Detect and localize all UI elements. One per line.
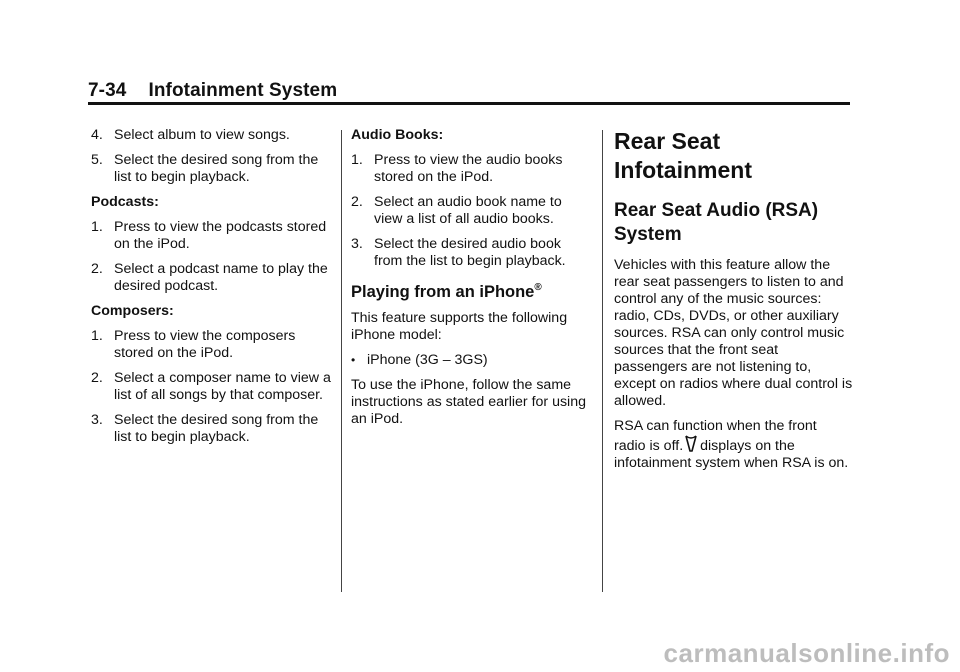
item-text: Select a composer name to view a list of all songs by that composer. xyxy=(114,370,331,403)
item-number: 2. xyxy=(351,194,363,210)
iphone-heading xyxy=(351,278,591,302)
list-item xyxy=(351,194,591,228)
item-number: 1. xyxy=(91,219,103,235)
list-item xyxy=(91,127,331,144)
rsa-function-paragraph xyxy=(614,418,854,472)
rsa-indicator-icon xyxy=(684,435,698,453)
item-text: Press to view the composers stored on the iPod. xyxy=(114,328,296,361)
column-1 xyxy=(91,127,331,454)
para-end: infotainment system when RSA is on. xyxy=(614,455,849,471)
item-text: Select an audio book name to view a list of all audio books. xyxy=(374,194,562,227)
section-heading: Rear Seat Infotainment xyxy=(614,128,752,183)
bullet-symbol: • xyxy=(351,353,356,367)
item-number: 4. xyxy=(91,127,103,143)
column-2 xyxy=(351,127,591,436)
bullet-item xyxy=(351,352,591,369)
item-text: Press to view the audio books stored on the iPod. xyxy=(374,152,563,185)
item-text: Select album to view songs. xyxy=(114,127,290,143)
item-number: 2. xyxy=(91,370,103,386)
item-text: Select the desired song from the list to begin playback. xyxy=(114,412,319,445)
watermark: carmanualsonline.info xyxy=(663,638,950,668)
list-item xyxy=(91,328,331,362)
list-item xyxy=(91,412,331,446)
rsa-description: Vehicles with this feature allow the rear seat passengers to listen to and control any of the music sources: radio, CDs, DVDs, or other auxiliary sources. RSA can only control music sources that the front seat passengers are not listening to, except on radios where dual control is allowed. xyxy=(614,257,853,409)
column-divider-1 xyxy=(341,130,342,592)
podcasts-heading: Podcasts: xyxy=(91,194,159,210)
column-divider-2 xyxy=(602,130,603,592)
section-title: Infotainment System xyxy=(148,80,338,101)
para-post-icon: displays on the xyxy=(700,438,795,454)
subsection-heading: Rear Seat Audio (RSA) System xyxy=(614,200,819,245)
audiobooks-heading: Audio Books: xyxy=(351,127,444,143)
list-item xyxy=(91,152,331,186)
item-text: Select a podcast name to play the desired podcast. xyxy=(114,261,328,294)
header-rule xyxy=(88,102,850,105)
composers-heading: Composers: xyxy=(91,303,174,319)
page-number: 7-34 xyxy=(88,80,127,101)
list-item xyxy=(91,219,331,253)
list-item xyxy=(351,152,591,186)
item-number: 1. xyxy=(351,152,363,168)
list-item xyxy=(91,370,331,404)
iphone-intro: This feature supports the following iPhone model: xyxy=(351,310,568,343)
column-3 xyxy=(614,127,854,480)
item-number: 3. xyxy=(91,412,103,428)
bullet-text: iPhone (3G – 3GS) xyxy=(367,352,488,368)
item-number: 1. xyxy=(91,328,103,344)
item-text: Select the desired audio book from the list to begin playback. xyxy=(374,236,566,269)
para-pre-icon: radio is off. xyxy=(614,438,684,454)
item-number: 3. xyxy=(351,236,363,252)
item-number: 2. xyxy=(91,261,103,277)
list-item xyxy=(91,261,331,295)
para-line-1: RSA can function when the front xyxy=(614,418,817,434)
iphone-outro: To use the iPhone, follow the same instructions as stated earlier for using an iPod. xyxy=(351,377,586,427)
list-item xyxy=(351,236,591,270)
item-number: 5. xyxy=(91,152,103,168)
registered-mark: ® xyxy=(534,282,542,293)
item-text: Select the desired song from the list to begin playback. xyxy=(114,152,319,185)
iphone-heading-text: Playing from an iPhone xyxy=(351,283,535,301)
item-text: Press to view the podcasts stored on the iPod. xyxy=(114,219,327,252)
